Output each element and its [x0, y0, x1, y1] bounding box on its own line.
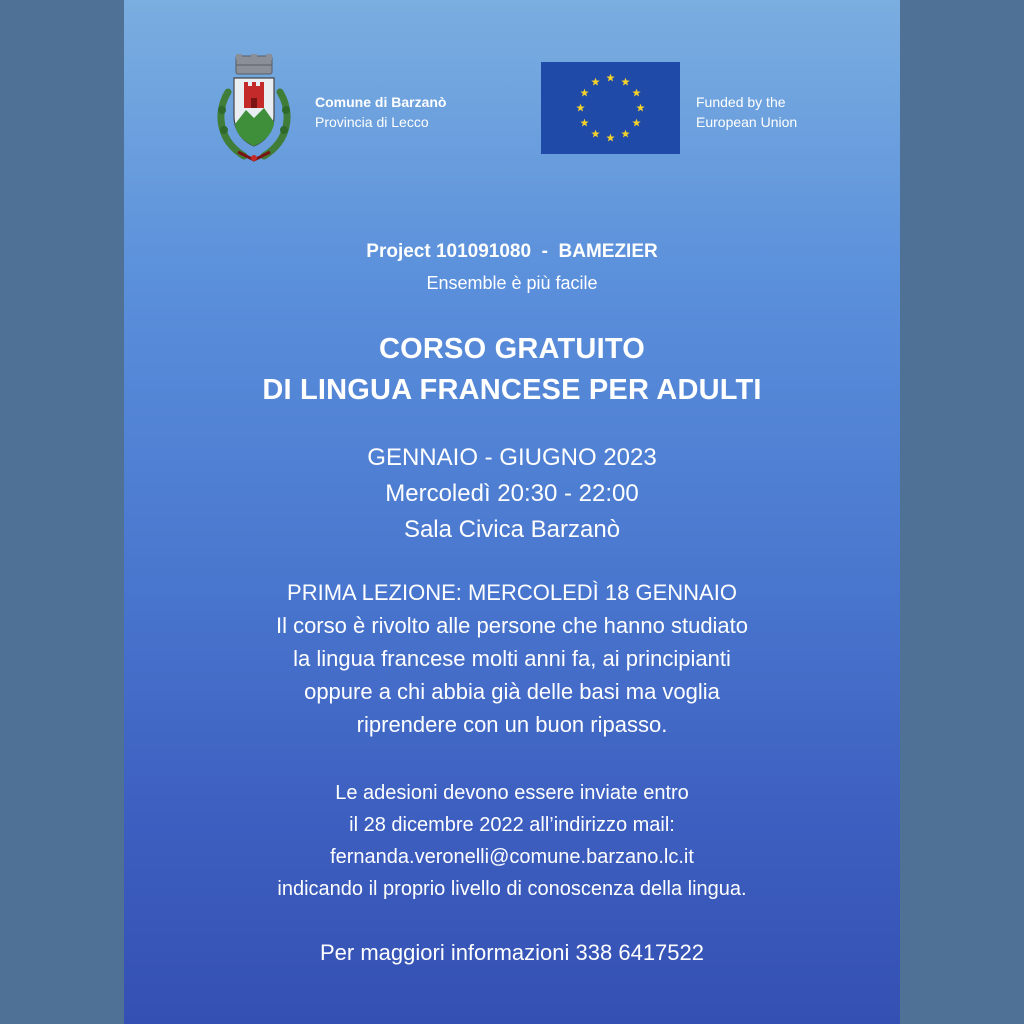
municipality-name: Comune di Barzanò	[315, 94, 447, 110]
enrolment-line-2: il 28 dicembre 2022 all’indirizzo mail:	[349, 814, 675, 836]
enrolment-line-1: Le adesioni devono essere inviate entro	[335, 782, 689, 804]
eu-funding-line-2: European Union	[696, 114, 798, 130]
course-description	[124, 576, 900, 741]
eu-flag-icon	[541, 62, 680, 154]
description-line-2: la lingua francese molti anni fa, ai principianti	[293, 646, 731, 671]
course-title-line-1: CORSO GRATUITO	[379, 333, 645, 365]
project-tagline: Ensemble è più facile	[426, 273, 598, 293]
coat-of-arms-icon	[208, 52, 300, 168]
contact-info: Per maggiori informazioni 338 6417522	[319, 940, 704, 965]
municipality-label	[315, 92, 446, 132]
eu-funding-line-1: Funded by the	[696, 94, 786, 110]
description-line-3: oppure a chi abbia già delle basi ma voglia	[304, 679, 720, 704]
course-schedule	[124, 440, 900, 548]
poster	[124, 0, 900, 1024]
enrolment-email: fernanda.veronelli@comune.barzano.lc.it	[330, 846, 694, 868]
eu-funding-label	[696, 92, 797, 132]
course-title-line-2: DI LINGUA FRANCESE PER ADULTI	[262, 374, 762, 406]
course-place: Sala Civica Barzanò	[403, 516, 621, 543]
course-period: GENNAIO - GIUGNO 2023	[367, 444, 657, 471]
enrolment-line-4: indicando il proprio livello di conoscenza della lingua.	[277, 878, 747, 900]
project-title: Project 101091080 - BAMEZIER	[366, 241, 658, 262]
description-line-4: riprendere con un buon ripasso.	[356, 712, 668, 737]
course-time: Mercoledì 20:30 - 22:00	[385, 480, 639, 507]
description-line-1: Il corso è rivolto alle persone che hanno studiato	[275, 613, 749, 638]
course-title	[124, 329, 900, 411]
enrolment-info	[124, 777, 900, 905]
first-lesson: PRIMA LEZIONE: MERCOLEDÌ 18 GENNAIO	[287, 580, 737, 605]
municipality-province: Provincia di Lecco	[315, 114, 429, 130]
